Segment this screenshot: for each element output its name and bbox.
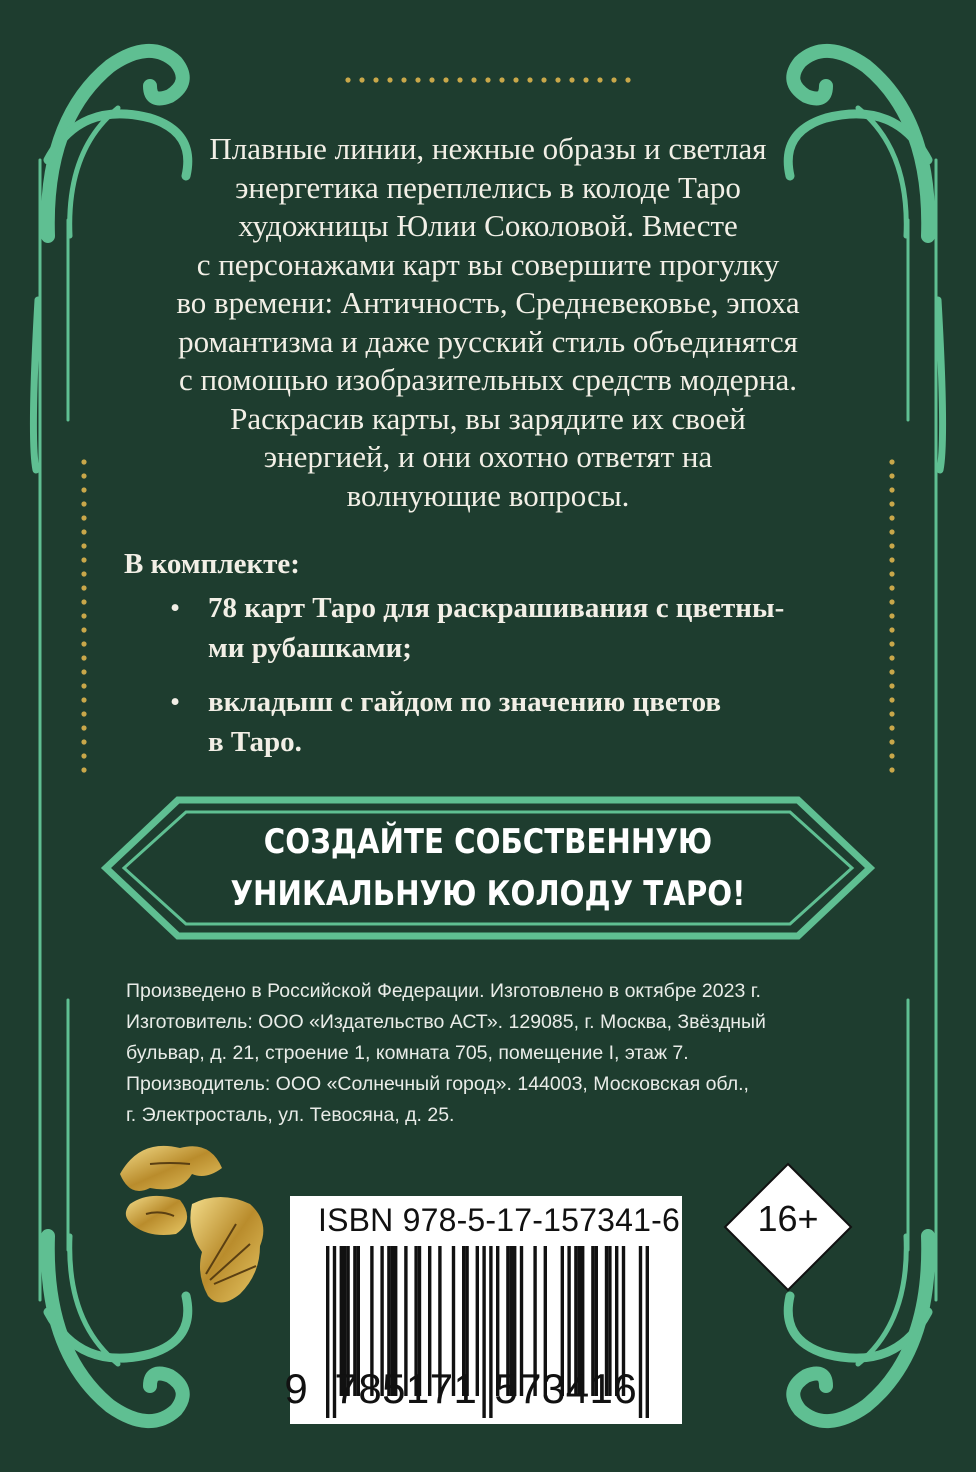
publisher-imprint <box>126 976 846 1131</box>
kit-list-item <box>170 682 784 762</box>
description-line: во времени: Античность, Средневековье, эпоха <box>176 285 800 320</box>
description-line: Плавные линии, нежные образы и светлая <box>209 131 767 166</box>
kit-item-line: 78 карт Таро для раскрашивания с цветны- <box>208 592 785 624</box>
ean-digit: 3 <box>541 1365 566 1412</box>
ean-digit: 8 <box>358 1365 382 1412</box>
gold-dot-rows <box>345 77 630 82</box>
description-line: энергетика переплелись в колоде Таро <box>235 169 741 205</box>
ean-digit: 1 <box>405 1365 430 1412</box>
slogan-line: УНИКАЛЬНУЮ КОЛОДУ ТАРО! <box>230 874 746 914</box>
description-line: Раскрасив карты, вы зарядите их своей <box>230 400 746 436</box>
description-line: с помощью изобразительных средств модерна. <box>178 362 798 397</box>
ean-digit: 1 <box>453 1365 477 1412</box>
ean-digit: 7 <box>518 1365 542 1412</box>
description-line: волнующие вопросы. <box>346 477 630 513</box>
barcode-bar <box>489 1246 492 1418</box>
kit-list <box>170 588 784 776</box>
isbn-number: ISBN 978-5-17-157341-6 <box>318 1202 680 1238</box>
kit-list-item <box>170 588 784 668</box>
ean-digit: 5 <box>494 1365 518 1412</box>
ean-digit: 7 <box>429 1365 454 1412</box>
slogan-line: СОЗДАЙТЕ СОБСТВЕННУЮ <box>263 822 713 862</box>
imprint-line: г. Электросталь, ул. Тевосяна, д. 25. <box>126 1104 455 1126</box>
description-line: художницы Юлии Соколовой. Вместе <box>238 208 738 243</box>
gold-poppy-flower-icon <box>110 1134 280 1314</box>
kit-item-line: вкладыш с гайдом по значению цветов <box>208 686 722 718</box>
ean-digit: 4 <box>565 1365 590 1412</box>
bullet-icon: • <box>170 592 181 624</box>
slogan-banner <box>206 816 770 920</box>
barcode-bar <box>482 1246 485 1418</box>
kit-item-line: в Таро. <box>208 726 302 758</box>
barcode-bar <box>639 1246 642 1418</box>
ean-digit: 1 <box>589 1365 613 1412</box>
ean-digit: 5 <box>382 1365 406 1412</box>
age-rating-label: 16+ <box>757 1198 819 1239</box>
ean-digit: 9 <box>284 1365 308 1412</box>
barcode-bar <box>646 1246 649 1418</box>
bullet-icon: • <box>170 686 181 718</box>
imprint-line: Производитель: ООО «Солнечный город». 144003, Московская обл., <box>126 1073 749 1095</box>
description-line: энергией, и они охотно ответят на <box>263 439 713 474</box>
imprint-line: Изготовитель: ООО «Издательство АСТ». 129085, г. Москва, Звёздный <box>126 1011 766 1033</box>
ean-digit: 7 <box>334 1365 358 1412</box>
barcode-bar <box>326 1246 329 1418</box>
imprint-line: бульвар, д. 21, строение 1, комната 705, помещение I, этаж 7. <box>126 1042 689 1064</box>
imprint-line: Произведено в Российской Федерации. Изготовлено в октябре 2023 г. <box>126 980 761 1002</box>
description-line: романтизма и даже русский стиль объединятся <box>178 323 798 359</box>
book-description <box>110 130 866 515</box>
kit-item-line: ми рубашками; <box>208 632 412 664</box>
description-line: с персонажами карт вы совершите прогулку <box>196 246 780 282</box>
ean-digit: 6 <box>613 1365 637 1412</box>
kit-title: В комплекте: <box>124 548 300 580</box>
